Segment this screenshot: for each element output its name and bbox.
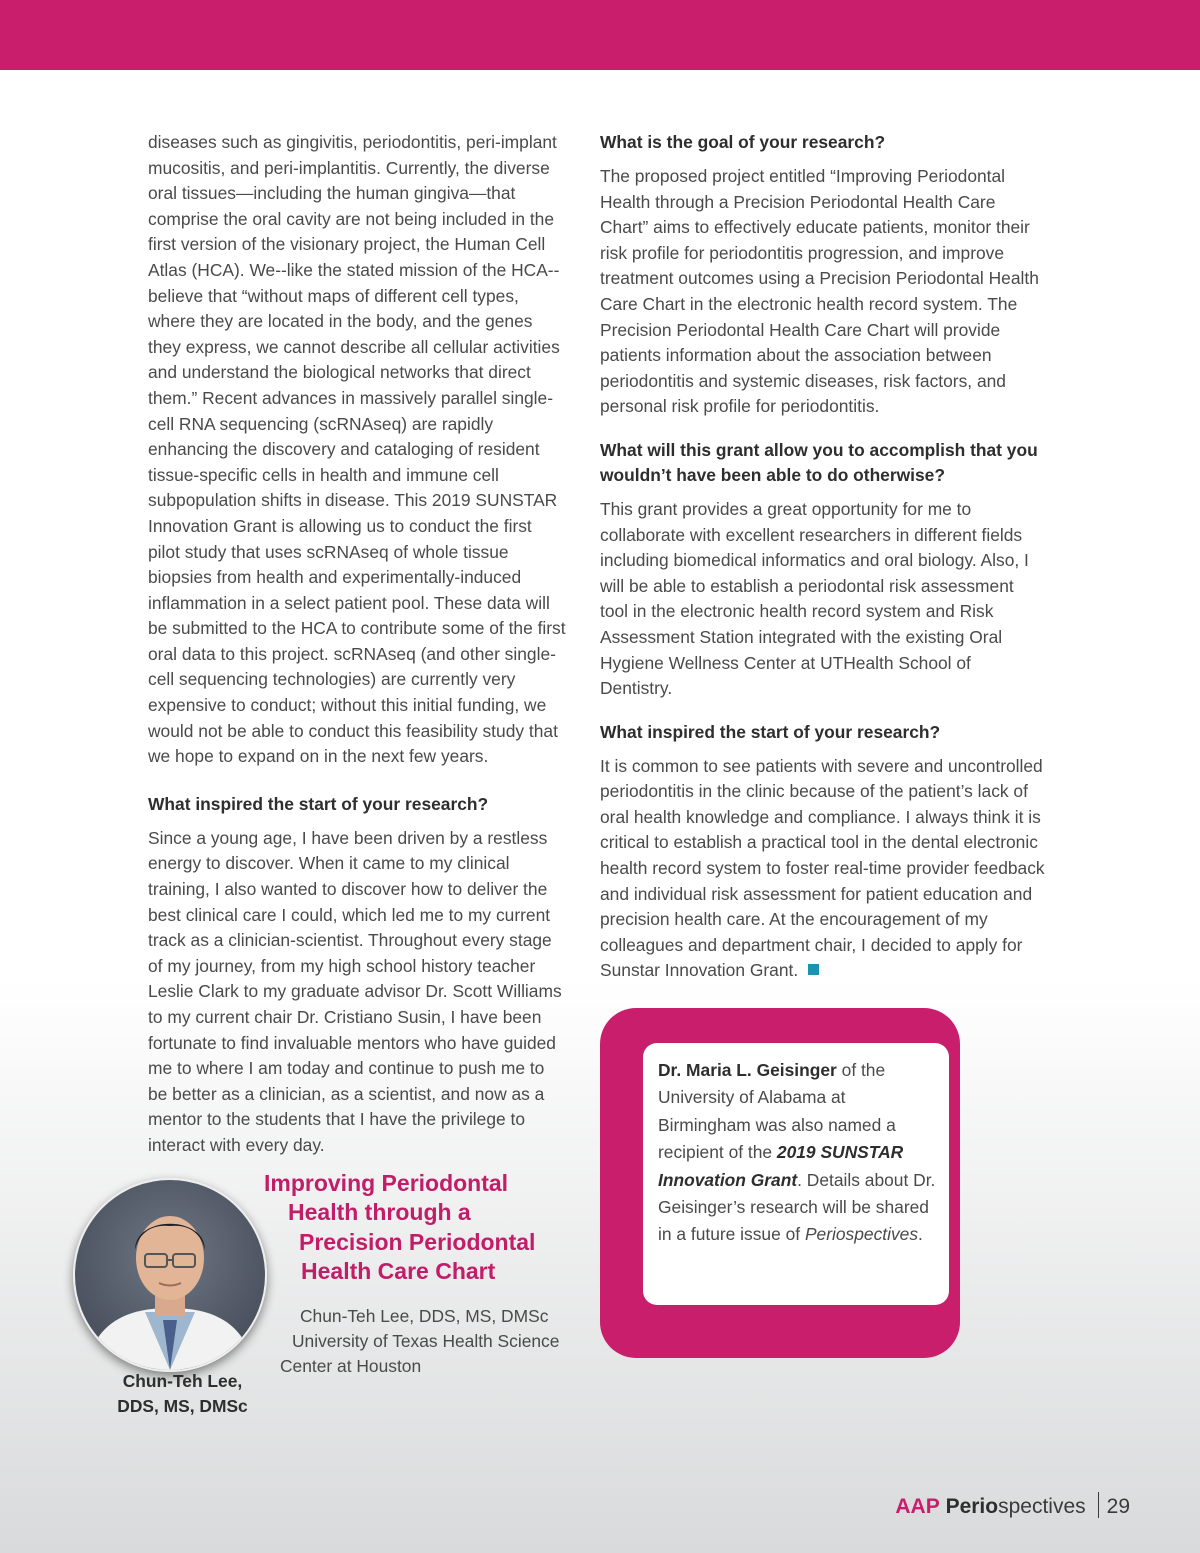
square-end-marker-icon: [808, 964, 819, 975]
callout-text: [658, 1057, 943, 1249]
body-paragraph: Since a young age, I have been driven by a restless energy to discover. When it came to my clinical training, I also wanted to discover how to deliver the best clinical care I could, which led me to my current track as a clinician-scientist. Throughout every stage of my journey, from my high school history teacher Leslie Clark to my graduate advisor Dr. Scott Williams to my current chair Dr. Cristiano Susin, I have been fortunate to find invaluable mentors who have guided me to where I am today and continue to push me to be better as a clinician, as a scientist, and now as a mentor to the students that I have the privilege to interact with every day.: [148, 827, 562, 1155]
callout-text-part: . Details about Dr. Geisinger’s research will be shared in a future issue of: [658, 1169, 936, 1245]
footer-divider: [1098, 1492, 1099, 1518]
photo-caption-line: Chun-Teh Lee,: [122, 1371, 243, 1391]
page-number: 29: [1106, 1495, 1130, 1518]
author-credit-line: Center at Houston: [280, 1356, 422, 1376]
portrait-illustration: [75, 1180, 265, 1370]
footer-brand-suffix: spectives: [998, 1495, 1086, 1518]
footer-brand-aap: AAP: [895, 1495, 940, 1518]
footer-brand-perio: Perio: [945, 1495, 999, 1518]
photo-caption: [100, 1369, 265, 1419]
article-title-line: Improving Periodontal: [264, 1170, 509, 1196]
author-portrait: [73, 1178, 267, 1372]
answer-text: It is common to see patients with severe and uncontrolled periodontitis in the clinic because of the patient’s lack of oral health knowledge and compliance. I always think it is critical to establish a practical tool in the dental electronic health record system to foster real-time provider feedback and individual risk assessment for patient education and precision health care. At the encouragement of my colleagues and department chair, I decided to apply for Sunstar Innovation Grant.: [600, 755, 1045, 981]
header-band: [0, 0, 1200, 70]
body-paragraph: diseases such as gingivitis, periodontitis, peri-implant mucositis, and peri-implantitis. Currently, the diverse oral tissues—including the human gingiva—that comprise the oral cavity are not being included in the first version of the visionary project, the Human Cell Atlas (HCA). We--like the stated mission of the HCA--believe that “without maps of different cell types, where they are located in the body, and the genes they express, we cannot describe all cellular activities and understand the biological networks that direct them.” Recent advances in massively parallel single-cell RNA sequencing (scRNAseq) are rapidly enhancing the discovery and cataloging of resident tissue-specific cells in health and immune cell subpopulation shifts in disease. This 2019 SUNSTAR Innovation Grant is allowing us to conduct the first pilot study that uses scRNAseq of whole tissue biopsies from health and experimentally-induced inflammation in a select patient pool. These data will be submitted to the HCA to contribute some of the first oral data to this project. scRNAseq (and other single-cell sequencing technologies) are currently very expensive to conduct; without this initial funding, we would not be able to conduct this feasibility study that we hope to expand on in the next few years.: [148, 132, 566, 767]
page-footer: [895, 1492, 1130, 1520]
left-column: [148, 130, 566, 1159]
callout-grant-name: 2019 SUNSTAR Innovation Grant: [658, 1142, 904, 1190]
callout-publication: Periospectives: [804, 1224, 919, 1245]
photo-caption-line: DDS, MS, DMSc: [117, 1396, 248, 1416]
section-heading: What inspired the start of your research?: [148, 793, 489, 814]
article-title-line: Health Care Chart: [301, 1258, 496, 1284]
callout-text-part: of the University of Alabama at Birmingham was also named a recipient of the: [658, 1060, 896, 1163]
callout-text-part: .: [918, 1224, 923, 1245]
question-heading: What will this grant allow you to accomplish that you wouldn’t have been able to do otherwise?: [600, 439, 1038, 485]
question-heading: What inspired the start of your research?: [600, 721, 941, 742]
author-credit-line: Chun-Teh Lee, DDS, MS, DMSc: [300, 1306, 549, 1326]
article-title-line: Health through a: [288, 1199, 471, 1225]
right-column: [600, 130, 1045, 984]
answer-paragraph: [600, 754, 1045, 984]
answer-paragraph: The proposed project entitled “Improving Periodontal Health through a Precision Periodontal Health Care Chart” aims to effectively educate patients, monitor their risk profile for periodontitis progression, and improve treatment outcomes using a Precision Periodontal Health Care Chart in the electronic health record system. The Precision Periodontal Health Care Chart will provide patients information about the association between periodontitis and systemic diseases, risk factors, and personal risk profile for periodontitis.: [600, 166, 1039, 417]
callout-name: Dr. Maria L. Geisinger: [658, 1060, 837, 1080]
author-credit-line: University of Texas Health Science: [292, 1331, 560, 1351]
question-heading: What is the goal of your research?: [600, 132, 886, 152]
article-title-line: Precision Periodontal: [299, 1229, 536, 1255]
answer-paragraph: This grant provides a great opportunity for me to collaborate with excellent researchers in different fields including biomedical informatics and oral biology. Also, I will be able to establish a periodontal risk assessment tool in the electronic health record system and Risk Assessment Station integrated with the existing Oral Hygiene Wellness Center at UTHealth School of Dentistry.: [600, 498, 1029, 699]
